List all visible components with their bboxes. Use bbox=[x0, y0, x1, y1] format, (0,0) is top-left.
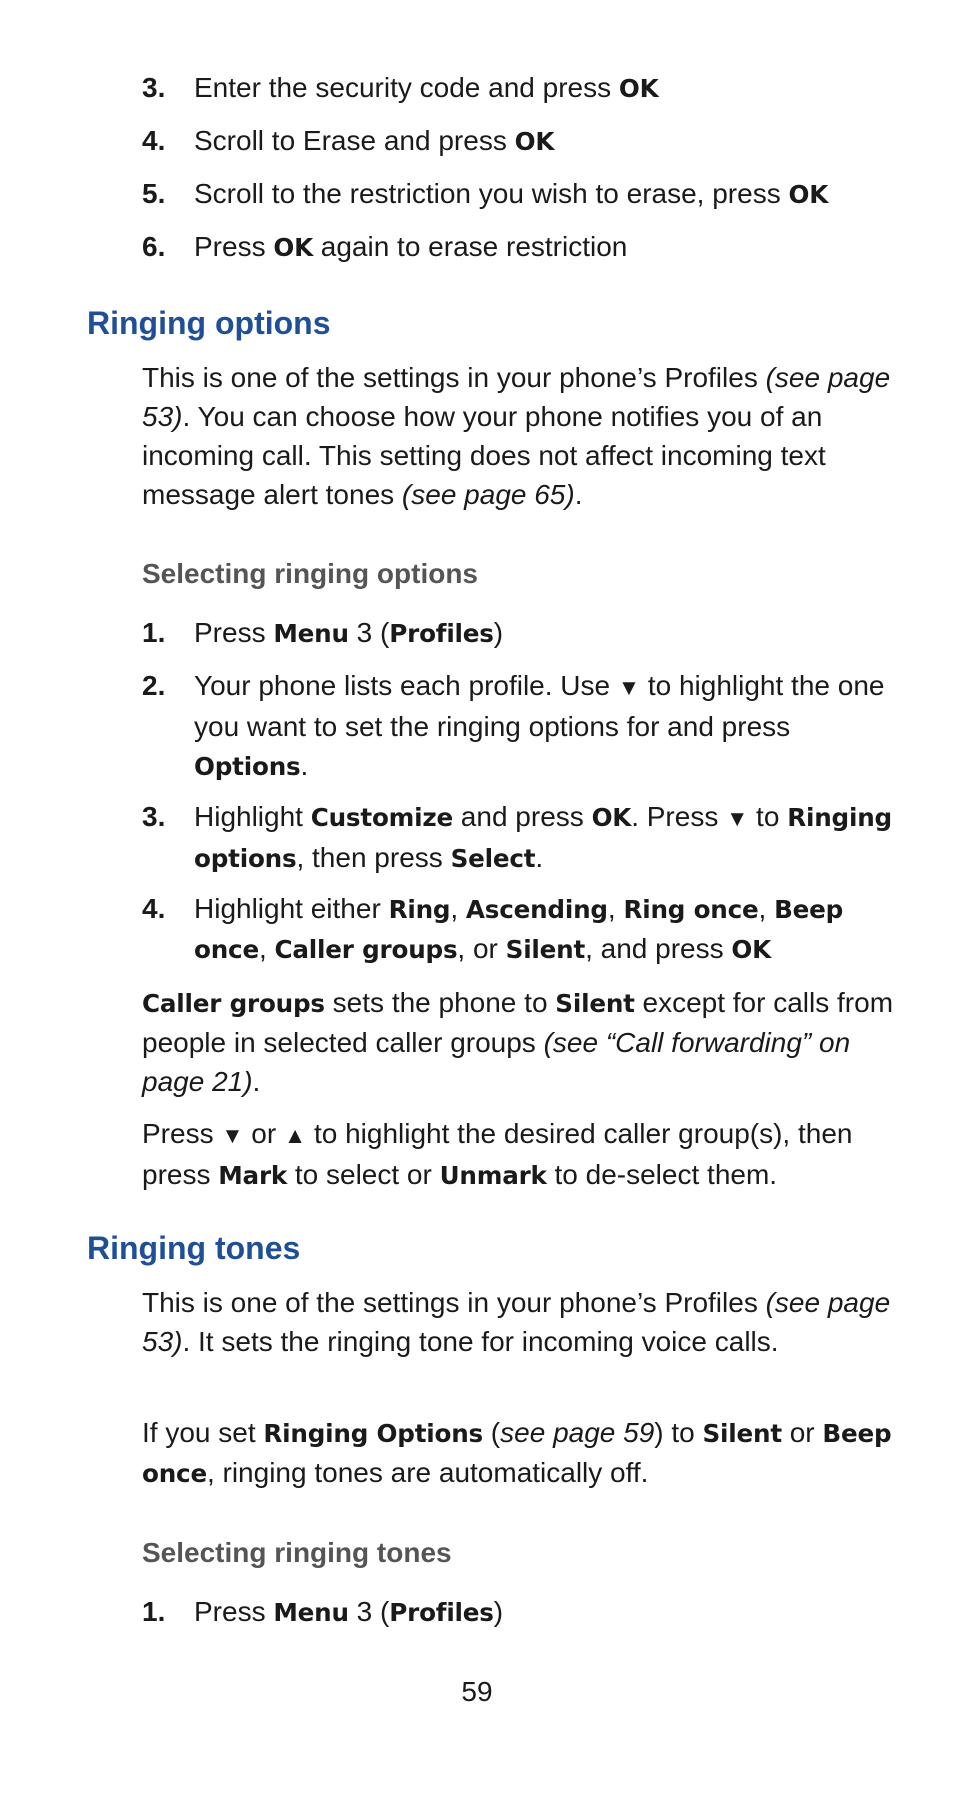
key-ok: OK bbox=[273, 233, 313, 262]
ringing-tones-note: If you set Ringing Options (see page 59) to Silent or Beep once, ringing tones are automatically off. bbox=[142, 1417, 892, 1488]
key-ok: OK bbox=[514, 127, 555, 156]
step-3-security-code: 3. Enter the security code and press OK bbox=[142, 68, 902, 108]
step-number: 3. bbox=[142, 801, 166, 832]
ro-step-1: 1. Press Menu 3 (Profiles) bbox=[142, 613, 902, 653]
page-number: 59 bbox=[461, 1676, 493, 1707]
down-arrow-icon: ▼ bbox=[221, 1123, 244, 1148]
subheading-selecting-ringing-tones: Selecting ringing tones bbox=[142, 1537, 452, 1568]
step-number: 1. bbox=[142, 617, 166, 648]
step-number: 3. bbox=[142, 72, 166, 103]
subheading-selecting-ringing-options: Selecting ringing options bbox=[142, 558, 478, 589]
ringing-tones-intro: This is one of the settings in your phone’s Profiles (see page 53). It sets the ringing tone for incoming voice calls. bbox=[142, 1287, 891, 1357]
ringing-options-intro: This is one of the settings in your phone’s Profiles (see page 53). You can choose how your phone notifies you of an incoming call. This setting does not affect incoming text message alert tones (see page 65). bbox=[142, 362, 891, 510]
step-number: 1. bbox=[142, 1596, 166, 1627]
step-number: 4. bbox=[142, 125, 166, 156]
ro-step-3: 3. Highlight Customize and press OK. Press ▼ to Ringing options, then press Select. bbox=[142, 797, 902, 878]
rt-step-1: 1. Press Menu 3 (Profiles) bbox=[142, 1592, 902, 1632]
step-number: 6. bbox=[142, 231, 166, 262]
step-4-scroll-erase: 4. Scroll to Erase and press OK bbox=[142, 121, 902, 161]
step-6-press-ok: 6. Press OK again to erase restriction bbox=[142, 227, 902, 267]
down-arrow-icon: ▼ bbox=[726, 806, 749, 831]
ro-step-4: 4. Highlight either Ring, Ascending, Ring once, Beep once, Caller groups, or Silent, and press OK bbox=[142, 889, 902, 969]
up-arrow-icon: ▲ bbox=[284, 1123, 307, 1148]
key-ok: OK bbox=[788, 180, 829, 209]
caller-groups-note: Caller groups sets the phone to Silent except for calls from people in selected caller groups (see “Call forwarding” on page 21). bbox=[142, 987, 894, 1097]
heading-ringing-options: Ringing options bbox=[87, 305, 331, 341]
heading-ringing-tones: Ringing tones bbox=[87, 1230, 301, 1266]
step-number: 4. bbox=[142, 893, 166, 924]
step-number: 5. bbox=[142, 178, 166, 209]
step-number: 2. bbox=[142, 670, 166, 701]
key-ok: OK bbox=[618, 74, 659, 103]
down-arrow-icon: ▼ bbox=[617, 675, 641, 700]
ro-step-2: 2. Your phone lists each profile. Use ▼ to highlight the one you want to set the ringing options for and press Options. bbox=[142, 666, 902, 786]
caller-groups-mark-note: Press ▼ or ▲ to highlight the desired caller group(s), then press Mark to select or Unmark to de-select them. bbox=[142, 1118, 853, 1190]
step-5-scroll-restriction: 5. Scroll to the restriction you wish to erase, press OK bbox=[142, 174, 902, 214]
